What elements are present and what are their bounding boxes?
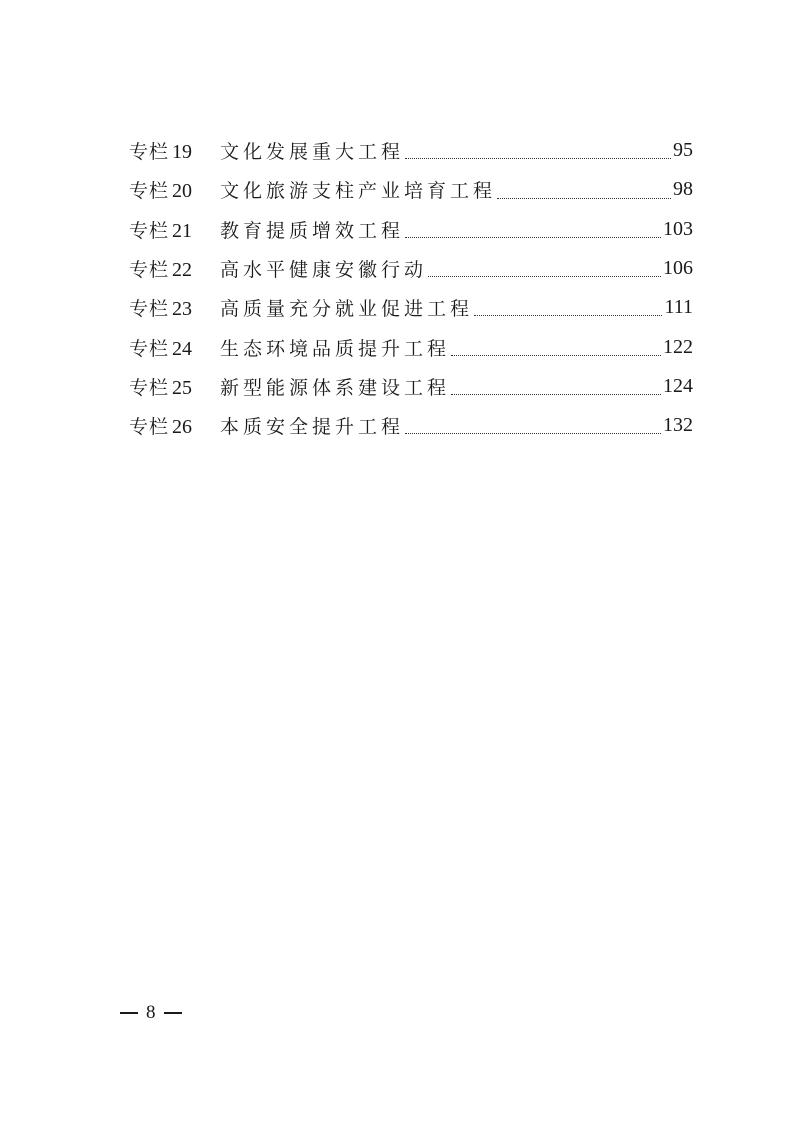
toc-entry[interactable] <box>129 131 693 170</box>
entry-page-number: 111 <box>664 296 693 319</box>
column-number: 20 <box>172 180 193 203</box>
column-word: 专栏 <box>129 180 170 203</box>
column-word: 专栏 <box>129 298 170 321</box>
column-label <box>129 334 220 361</box>
column-label <box>129 176 220 203</box>
column-label <box>129 412 220 439</box>
entry-page-number: 103 <box>663 217 693 240</box>
page-number: 8 <box>146 1002 156 1023</box>
entry-title[interactable]: 本质安全提升工程 <box>220 416 405 439</box>
toc-entry[interactable] <box>129 170 693 209</box>
entry-title[interactable]: 文化发展重大工程 <box>220 141 405 164</box>
dot-leader <box>451 394 661 395</box>
entry-title[interactable]: 教育提质增效工程 <box>220 219 405 242</box>
page-footer <box>120 1002 182 1024</box>
dot-leader <box>474 315 662 316</box>
toc-entry[interactable] <box>129 210 693 249</box>
toc-entry[interactable] <box>129 406 693 445</box>
column-number: 19 <box>172 141 193 164</box>
dot-leader <box>405 433 661 434</box>
entry-page-number: 106 <box>663 257 693 280</box>
column-number: 25 <box>172 376 193 399</box>
toc-entry[interactable] <box>129 288 693 327</box>
column-label <box>129 294 220 321</box>
left-dash <box>120 1012 138 1014</box>
entry-title[interactable]: 高质量充分就业促进工程 <box>220 298 474 321</box>
entry-title[interactable]: 新型能源体系建设工程 <box>220 376 451 399</box>
column-number: 22 <box>172 259 193 282</box>
column-label <box>129 216 220 243</box>
column-number: 21 <box>172 219 193 242</box>
dot-leader <box>451 355 661 356</box>
column-word: 专栏 <box>129 337 170 360</box>
column-word: 专栏 <box>129 141 170 164</box>
column-word: 专栏 <box>129 376 170 399</box>
column-number: 24 <box>172 337 193 360</box>
right-dash <box>164 1012 182 1014</box>
column-number: 26 <box>172 416 193 439</box>
entry-title[interactable]: 生态环境品质提升工程 <box>220 337 451 360</box>
table-of-contents <box>129 131 693 445</box>
toc-entry[interactable] <box>129 367 693 406</box>
entry-page-number: 95 <box>673 139 693 162</box>
dot-leader <box>428 276 661 277</box>
column-label <box>129 373 220 400</box>
toc-entry[interactable] <box>129 327 693 366</box>
entry-page-number: 98 <box>673 178 693 201</box>
entry-page-number: 122 <box>663 335 693 358</box>
dot-leader <box>405 158 671 159</box>
column-word: 专栏 <box>129 219 170 242</box>
entry-title[interactable]: 高水平健康安徽行动 <box>220 259 428 282</box>
column-number: 23 <box>172 298 193 321</box>
column-label <box>129 137 220 164</box>
toc-entry[interactable] <box>129 249 693 288</box>
column-word: 专栏 <box>129 259 170 282</box>
dot-leader <box>405 237 661 238</box>
entry-title[interactable]: 文化旅游支柱产业培育工程 <box>220 180 497 203</box>
column-word: 专栏 <box>129 416 170 439</box>
dot-leader <box>497 198 671 199</box>
entry-page-number: 124 <box>663 374 693 397</box>
entry-page-number: 132 <box>663 414 693 437</box>
column-label <box>129 255 220 282</box>
